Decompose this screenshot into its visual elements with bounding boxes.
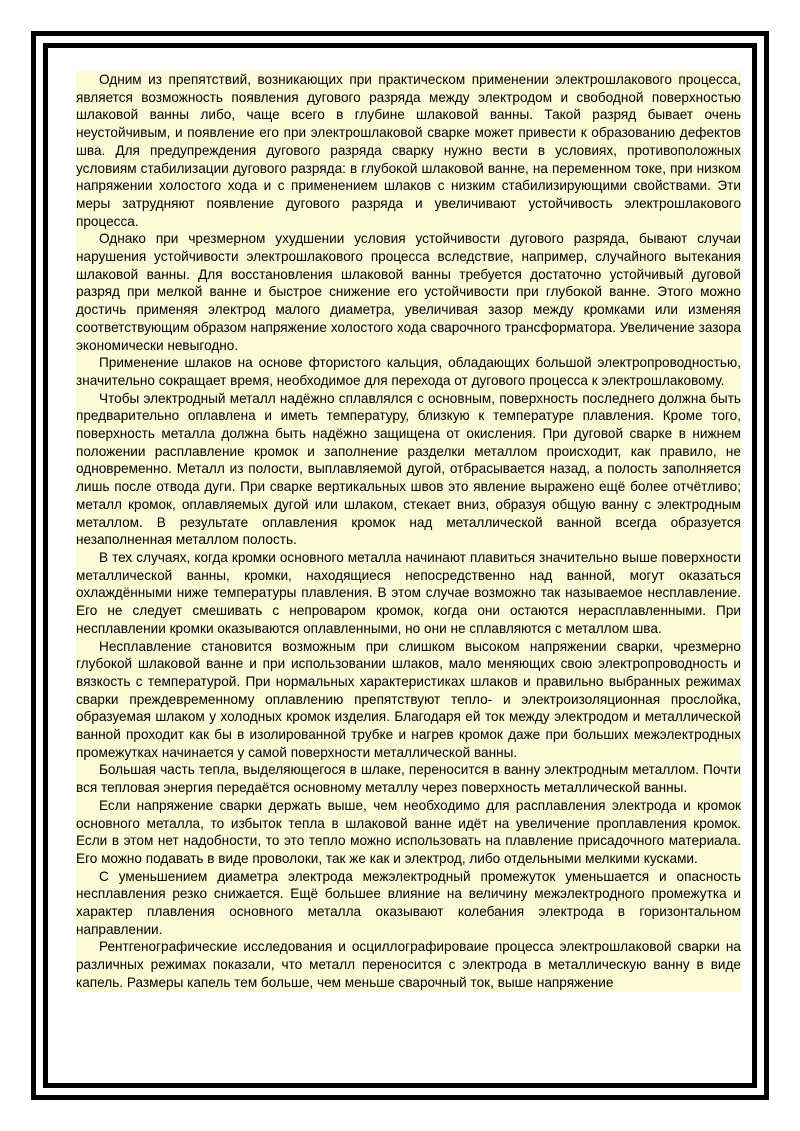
paragraph: Несплавление становится возможным при слишком высоком напряжении сварки, чрезмерно глубокой шлаковой ванне и при использовании шлаков, мало меняющих свою электропроводность и вязкость с температурой. При нормальных характеристиках шлаков и правильно выбранных режимах сварки преждевременному оплавлению препятствуют тепло- и электроизоляционная прослойка, образуемая шлаком у холодных кромок изделия. Благодаря ей ток между электродом и металлической ванной проходит как бы в изолированной трубке и нагрев кромок даже при больших межэлектродных промежутках начинается у самой поверхности металлической ванны.: [76, 638, 741, 760]
paragraph: Рентгенографические исследования и осциллографироваие процесса электрошлаковой сварки на различных режимах показали, что металл переносится с электрода в металлическую ванну в виде капель. Размеры капель тем больше, чем меньше сварочный ток, выше напряжение: [76, 939, 741, 990]
document-body: [76, 71, 741, 992]
paragraph: В тех случаях, когда кромки основного металла начинают плавиться значительно выше поверхности металлической ванны, кромки, находящиеся непосредственно над ванной, могут оказаться охлаждёнными ниже температуры плавления. В этом случае возможно так называемое несплавление. Его не следует смешивать с непроваром кромок, когда они остаются нерасплавленными. При несплавлении кромки оказываются оплавленными, но они не сплавляются с металлом шва.: [76, 549, 741, 636]
paragraph: Одним из препятствий, возникающих при практическом применении электрошлакового процесса, является возможность появления дугового разряда между электродом и свободной поверхностью шлаковой ванны либо, чаще всего в глубине шлаковой ванны. Такой разряд бывает очень неустойчивым, и появление его при электрошлаковой сварке может привести к образованию дефектов шва. Для предупреждения дугового разряда сварку нужно вести в условиях, противоположных условиям стабилизации дугового разряда: в глубокой шлаковой ванне, на переменном токе, при низком напряжении холостого хода и с применением шлаков с низким стабилизирующими свойствами. Эти меры затрудняют появление дугового разряда и увеличивают устойчивость электрошлакового процесса.: [76, 72, 741, 229]
paragraph: Однако при чрезмерном ухудшении условия устойчивости дугового разряда, бывают случаи нарушения устойчивости электрошлакового процесса вследствие, например, случайного вытекания шлаковой ванны. Для восстановления шлаковой ванны требуется достаточно устойчивый дуговой разряд при мелкой ванне и быстрое снижение его устойчивости при глубокой ванне. Этого можно достичь применяя электрод малого диаметра, увеличивая зазор между кромками или изменяя соответствующим образом напряжение холостого хода сварочного трансформатора. Увеличение зазора экономически невыгодно.: [76, 231, 741, 353]
paragraph: Большая часть тепла, выделяющегося в шлаке, переносится в ванну электродным металлом. Почти вся тепловая энергия передаётся основному металлу через поверхность металлической ванны.: [76, 762, 741, 796]
paragraph: Чтобы электродный металл надёжно сплавлялся с основным, поверхность последнего должна быть предварительно оплавлена и иметь температуру, близкую к температуре плавления. Кроме того, поверхность металла должна быть надёжно защищена от окисления. При дуговой сварке в нижнем положении расплавление кромок и заполнение разделки металлом происходит, как правило, не одновременно. Металл из полости, выплавляемой дугой, отбрасывается назад, а полость заполняется лишь после отвода дуги. При сварке вертикальных швов это явление выражено ещё более отчётливо; металл кромок, оплавляемых дугой или шлаком, стекает вниз, образуя общую ванну с электродным металлом. В результате оплавления кромок над металлической ванной всегда образуется незаполненная металлом полость.: [76, 390, 741, 548]
paragraph: Применение шлаков на основе фтористого кальция, обладающих большой электропроводностью, значительно сокращает время, необходимое для перехода от дугового процесса к электрошлаковому.: [76, 355, 741, 388]
paragraph: Если напряжение сварки держать выше, чем необходимо для расплавления электрода и кромок основного металла, то избыток тепла в шлаковой ванне идёт на увеличение проплавления кромок. Если в этом нет надобности, то это тепло можно использовать на плавление присадочного материала. Его можно подавать в виде проволоки, так же как и электрод, либо отдельными мелкими кусками.: [76, 797, 741, 866]
paragraph: С уменьшением диаметра электрода межэлектродный промежуток уменьшается и опасность несплавления резко снижается. Ещё большее влияние на величину межэлектродного промежутка и характер плавления основного металла оказывают колебания электрода в горизонтальном направлении.: [76, 868, 741, 937]
